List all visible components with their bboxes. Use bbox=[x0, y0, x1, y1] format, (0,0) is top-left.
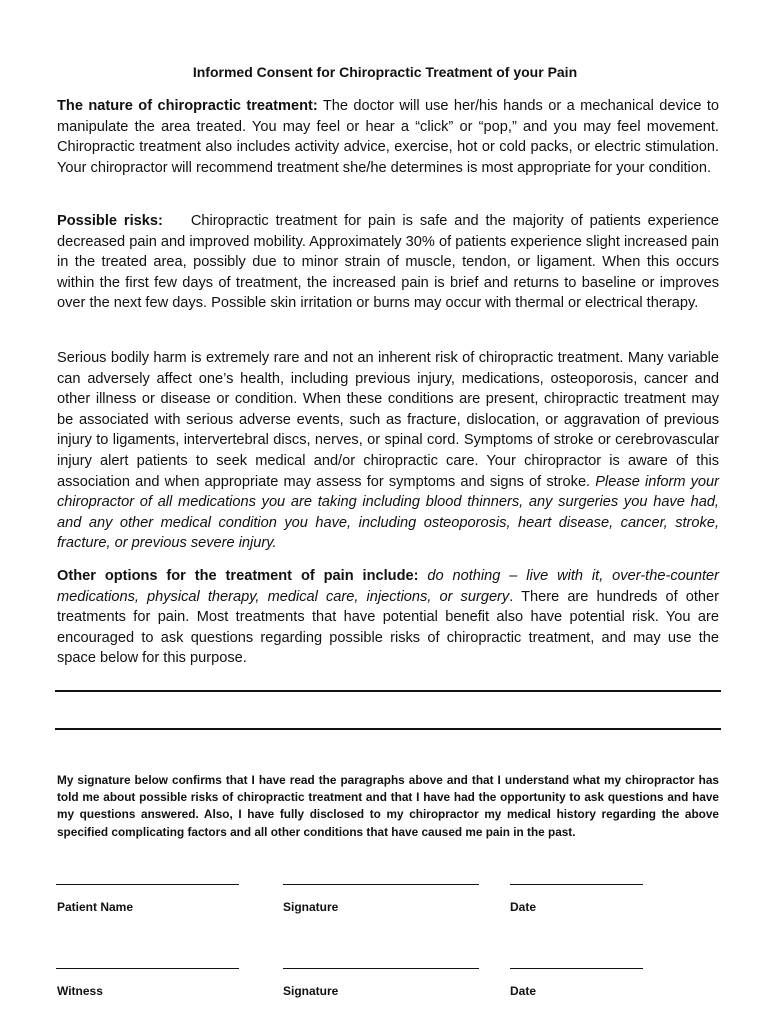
options-paragraph bbox=[57, 566, 719, 669]
witness-signature-label: Signature bbox=[283, 984, 339, 998]
options-heading: Other options for the treatment of pain include: bbox=[57, 568, 419, 584]
options-italic: do nothing – live with it, over-the-counter medications, physical therapy, medical care, injections, or surgery bbox=[57, 568, 719, 605]
document-title: Informed Consent for Chiropractic Treatment of your Pain bbox=[192, 64, 578, 80]
serious-harm-paragraph bbox=[57, 348, 719, 554]
nature-body: The doctor will use her/his hands or a mechanical device to manipulate the area treated. You may feel or hear a “click” or “pop,” and you may feel movement. Chiropractic treatment also includes activity advice, exercise, hot or cold packs, or electric stimulation. Your chiropractor will recommend treatment she/he determines is most appropriate for your condition. bbox=[57, 98, 720, 176]
risks-heading: Possible risks: bbox=[57, 213, 163, 229]
serious-harm-italic: Please inform your chiropractor of all medications you are taking including blood thinners, any surgeries you have had, and any other medical condition you have, including osteoporosis, heart disease, cancer, stroke, fracture, or previous severe injury. bbox=[57, 473, 719, 552]
patient-name-line[interactable] bbox=[56, 884, 239, 885]
serious-harm-body: Serious bodily harm is extremely rare and not an inherent risk of chiropractic treatment. Many variable can adversely affect one’s health, including previous injury, medications, osteoporosis, cancer and other illness or disease or condition. When these conditions are present, chiropractic treatment may be associated with serious adverse events, such as fracture, dislocation, or aggravation of previous injury to ligaments, intervertebral discs, nerves, or spinal cord. Symptoms of stroke or cerebrovascular injury alert patients to seek medical and/or chiropractic care. Your chiropractor is aware of this association and when appropriate may assess for symptoms and signs of stroke. bbox=[57, 350, 719, 490]
nature-paragraph bbox=[57, 96, 719, 178]
confirmation-statement: My signature below confirms that I have read the paragraphs above and that I understand what my chiropractor has told me about possible risks of chiropractic treatment and that I have had the opportunity to ask questions and have my questions answered. Also, I have fully disclosed to my chiropractor my medical history regarding the above specified complicating factors and all other conditions that have caused me pain in the past. bbox=[57, 773, 719, 839]
risks-body: Chiropractic treatment for pain is safe and the majority of patients experience decreased pain and improved mobility. Approximately 30% of patients experience slight increased pain in the treated area, possibly due to minor strain of muscle, tendon, or ligament. When this occurs within the first few days of treatment, the increased pain is brief and returns to baseline or improves over the next few days. Possible skin irritation or burns may occur with thermal or electrical therapy. bbox=[57, 213, 720, 312]
patient-signature-label: Signature bbox=[283, 900, 339, 914]
options-body: . There are hundreds of other treatments for pain. Most treatments that have potential benefit also have potential risk. You are encouraged to ask questions regarding possible risks of chiropractic treatment, and may use the space below for this purpose. bbox=[57, 588, 719, 667]
witness-signature-line[interactable] bbox=[283, 968, 479, 969]
patient-date-label: Date bbox=[510, 900, 537, 914]
patient-name-label: Patient Name bbox=[57, 900, 134, 914]
witness-label: Witness bbox=[57, 984, 103, 998]
nature-heading: The nature of chiropractic treatment: bbox=[57, 98, 318, 114]
witness-line[interactable] bbox=[56, 968, 239, 969]
patient-signature-line[interactable] bbox=[283, 884, 479, 885]
witness-date-label: Date bbox=[510, 984, 537, 998]
question-line-2[interactable] bbox=[55, 728, 721, 730]
risks-paragraph bbox=[57, 211, 719, 314]
question-line-1[interactable] bbox=[55, 690, 721, 692]
patient-date-line[interactable] bbox=[510, 884, 643, 885]
witness-date-line[interactable] bbox=[510, 968, 643, 969]
